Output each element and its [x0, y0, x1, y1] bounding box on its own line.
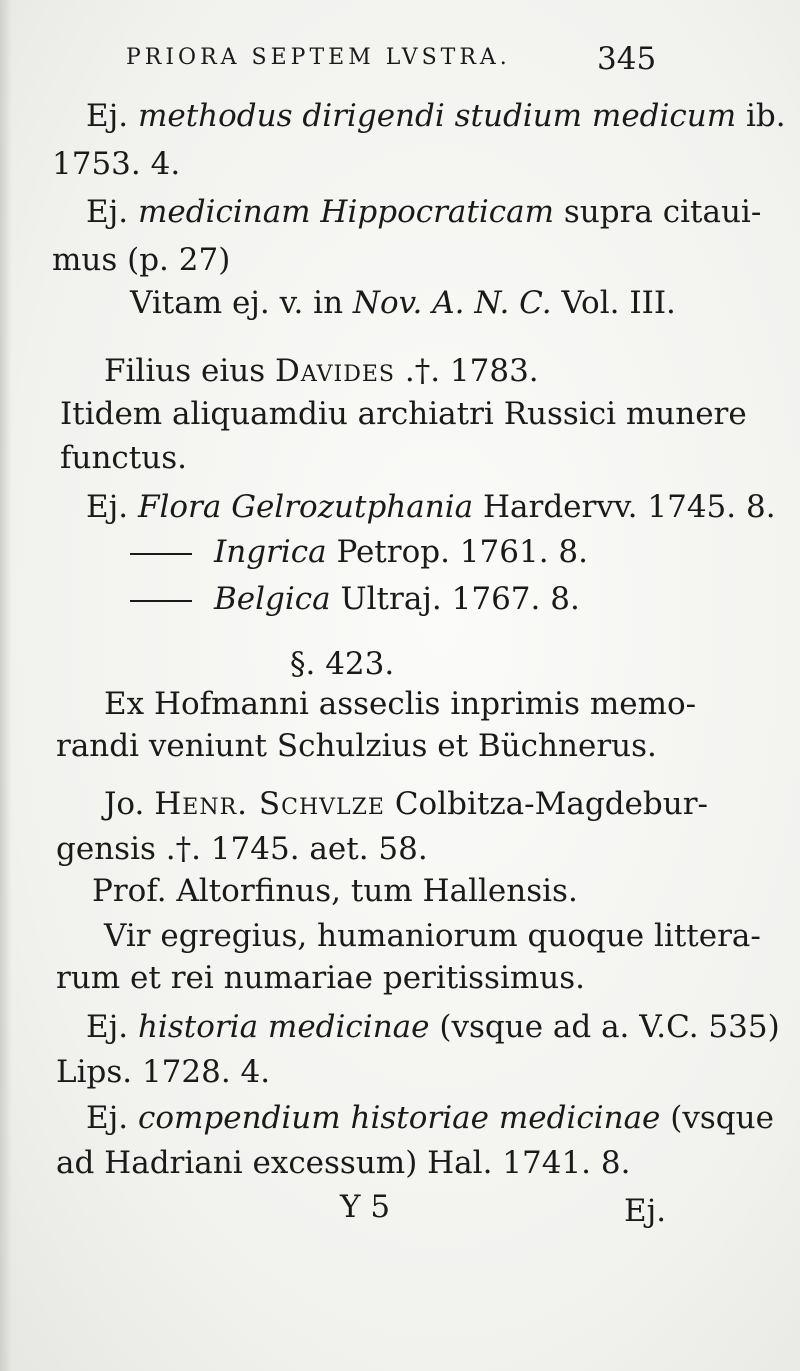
entry-line	[104, 353, 539, 389]
catchword: Ej.	[624, 1193, 667, 1229]
section-line: randi veniunt Schulzius et Büchnerus.	[56, 728, 657, 764]
entry-imprint: Petrop. 1761. 8.	[326, 534, 588, 570]
work-title: Nov. A. N. C.	[352, 285, 552, 321]
section-line: ad Hadriani excessum) Hal. 1741. 8.	[56, 1145, 631, 1181]
section-line	[86, 1009, 780, 1045]
ditto-dash	[130, 553, 192, 555]
entry-text: Colbitza-Magdebur-	[384, 786, 709, 822]
entry-prefix: Ej.	[86, 1100, 138, 1136]
section-mark: §. 423.	[290, 646, 395, 682]
entry-imprint: Hardervv. 1745. 8.	[473, 489, 776, 525]
section-line: rum et rei numariae peritissimus.	[56, 960, 585, 996]
entry-text: Jo.	[104, 786, 155, 822]
entry-imprint: (vsque	[660, 1100, 774, 1136]
entry-prefix: Ej.	[86, 98, 138, 134]
entry-imprint: Vol. III.	[551, 285, 676, 321]
work-title: medicinam Hippocraticam	[137, 194, 555, 230]
section-line: Prof. Altorfinus, tum Hallensis.	[92, 873, 578, 909]
ditto-dash	[130, 600, 192, 602]
work-title: historia medicinae	[137, 1009, 430, 1045]
work-title: Belgica	[214, 581, 331, 617]
section-line: Lips. 1728. 4.	[56, 1054, 271, 1090]
work-title: compendium historiae medicinae	[137, 1100, 661, 1136]
entry-line: 1753. 4.	[52, 146, 181, 182]
entry-line: functus.	[60, 440, 187, 476]
entry-text: Filius eius	[104, 353, 275, 389]
section-line: Vir egregius, humaniorum quoque littera-	[104, 918, 761, 954]
entry-prefix: Ej.	[86, 194, 138, 230]
work-title: Flora Gelrozutphania	[137, 489, 474, 525]
person-name: Davides	[274, 353, 395, 389]
section-line: Ex Hofmanni asseclis inprimis memo-	[104, 686, 697, 722]
entry-prefix: Ej.	[86, 489, 138, 525]
entry-line	[86, 489, 776, 525]
entry-text: Vitam ej. v. in	[130, 285, 353, 321]
entry-date: .†. 1783.	[394, 353, 539, 389]
entry-line: Itidem aliquamdiu archiatri Russici munere	[60, 396, 747, 432]
signature-mark: Y 5	[340, 1189, 391, 1225]
page-number: 345	[597, 41, 657, 77]
entry-line	[130, 534, 588, 570]
person-name: Henr. Schvlze	[154, 786, 385, 822]
section-line: gensis .†. 1745. aet. 58.	[56, 831, 428, 867]
entry-imprint: Ultraj. 1767. 8.	[330, 581, 580, 617]
running-title: PRIORA SEPTEM LVSTRA.	[126, 45, 511, 70]
work-title: methodus dirigendi studium medicum	[137, 98, 737, 134]
entry-line	[86, 194, 762, 230]
section-line	[86, 1100, 774, 1136]
entry-imprint: ib.	[736, 98, 786, 134]
section-line	[104, 786, 709, 822]
entry-imprint: (vsque ad a. V.C. 535)	[429, 1009, 780, 1045]
entry-line	[130, 581, 580, 617]
entry-line	[130, 285, 676, 321]
entry-line	[86, 98, 786, 134]
entry-imprint: supra citaui-	[554, 194, 762, 230]
entry-prefix: Ej.	[86, 1009, 138, 1045]
work-title: Ingrica	[214, 534, 327, 570]
entry-line: mus (p. 27)	[52, 242, 231, 278]
